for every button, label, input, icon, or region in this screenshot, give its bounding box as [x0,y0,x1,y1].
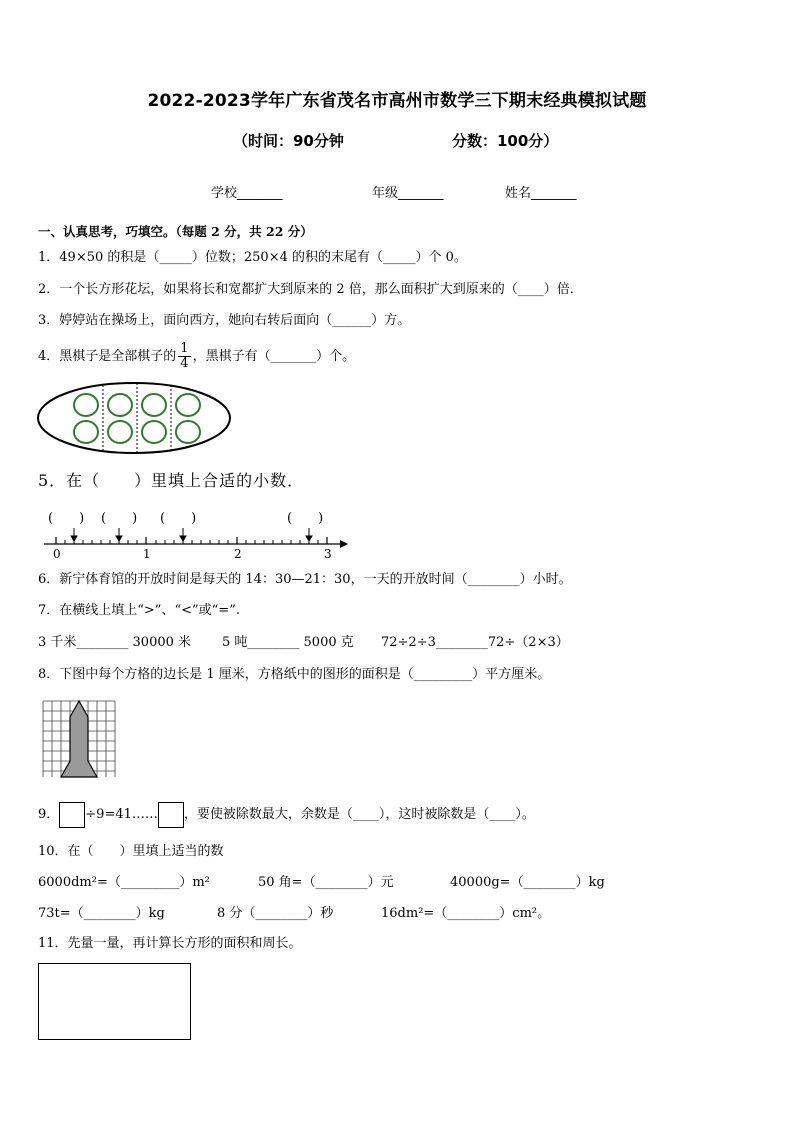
question-1: 1．49×50 的积是（_____）位数；250×4 的积的末尾有（_____）个 0。 [38,250,467,265]
chess-piece [142,394,166,416]
remainder-box [158,802,184,828]
question-10: 10．在（ ）里填上适当的数 [38,844,224,859]
question-6: 6．新宁体育馆的开放时间是每天的 14：30—21：30，一天的开放时间（________）小时。 [38,572,572,587]
q5-bracket-1: ( ) [48,511,85,526]
q5-bracket-2: ( ) [101,511,138,526]
chess-piece [74,421,98,443]
question-3: 3．婷婷站在操场上，面向西方，她向右转后面向（______）方。 [38,313,411,328]
ellipse-outline [38,383,230,453]
question-9-division: ÷9=41…… [85,807,158,822]
question-5: 5．在（ ）里填上合适的小数． [38,471,305,490]
chess-pieces-figure [36,381,234,457]
section-1-title: 一、认真思考，巧填空。（每题 2 分，共 22 分） [38,224,313,239]
question-10c: 40000g=（________）kg [450,875,605,890]
question-9-text: ，要使被除数最大，余数是（____），这时被除数是（____）。 [183,807,535,822]
question-10d: 73t=（________）kg [38,906,165,921]
dividend-box [59,802,85,828]
q5-bracket-3: ( ) [160,511,197,526]
exam-score: 分数：100分） [452,132,559,150]
question-4 [38,340,355,374]
rocket-shape [61,701,97,777]
number-line [40,526,350,562]
tick-label-2: 2 [234,547,242,561]
pointer-arrows [71,528,312,541]
question-10b: 50 角=（________）元 [258,875,394,890]
question-10a: 6000dm²=（_________）m² [38,875,210,890]
exam-time: （时间：90分钟 [233,132,344,150]
question-10f: 16dm²=（________）cm²。 [381,906,551,921]
question-4-suffix: ，黑棋子有（_______）个。 [192,349,356,364]
grid-figure [42,699,118,779]
fraction-numerator: 1 [180,341,189,356]
grade-field: 年级_______ [372,186,444,201]
question-11: 11．先量一量，再计算长方形的面积和周长。 [38,936,302,951]
chess-piece [108,394,132,416]
question-9 [38,801,535,829]
question-7a: 3 千米________ 30000 米 [38,635,192,650]
page-title: 2022-2023学年广东省茂名市高州市数学三下期末经典模拟试题 [147,91,647,111]
question-4-prefix: 4．黑棋子是全部棋子的 [38,349,177,364]
question-7b: 5 吨________ 5000 克 [222,635,354,650]
fraction-denominator: 4 [180,356,189,371]
fraction-one-quarter [178,342,190,371]
chess-piece [176,394,200,416]
school-field: 学校_______ [211,186,283,201]
chess-piece [142,421,166,443]
tick-label-3: 3 [324,547,332,561]
q5-bracket-4: ( ) [287,511,324,526]
question-2: 2．一个长方形花坛，如果将长和宽都扩大到原来的 2 倍，那么面积扩大到原来的（____）倍． [38,282,583,297]
question-10e: 8 分（________）秒 [217,906,334,921]
chess-piece [108,421,132,443]
chess-piece [74,394,98,416]
question-8: 8．下图中每个方格的边长是 1 厘米，方格纸中的图形的面积是（_________）平方厘米。 [38,667,551,682]
name-field: 姓名_______ [505,186,577,201]
chess-piece [176,421,200,443]
question-9-number: 9． [38,807,60,822]
question-7: 7．在横线上填上“>”、“<”或“=”. [38,603,240,618]
rectangle-figure [38,963,191,1040]
arrow-head [340,540,348,548]
tick-label-1: 1 [143,547,151,561]
tick-label-0: 0 [53,547,61,561]
question-7c: 72÷2÷3________72÷（2×3） [381,635,569,650]
